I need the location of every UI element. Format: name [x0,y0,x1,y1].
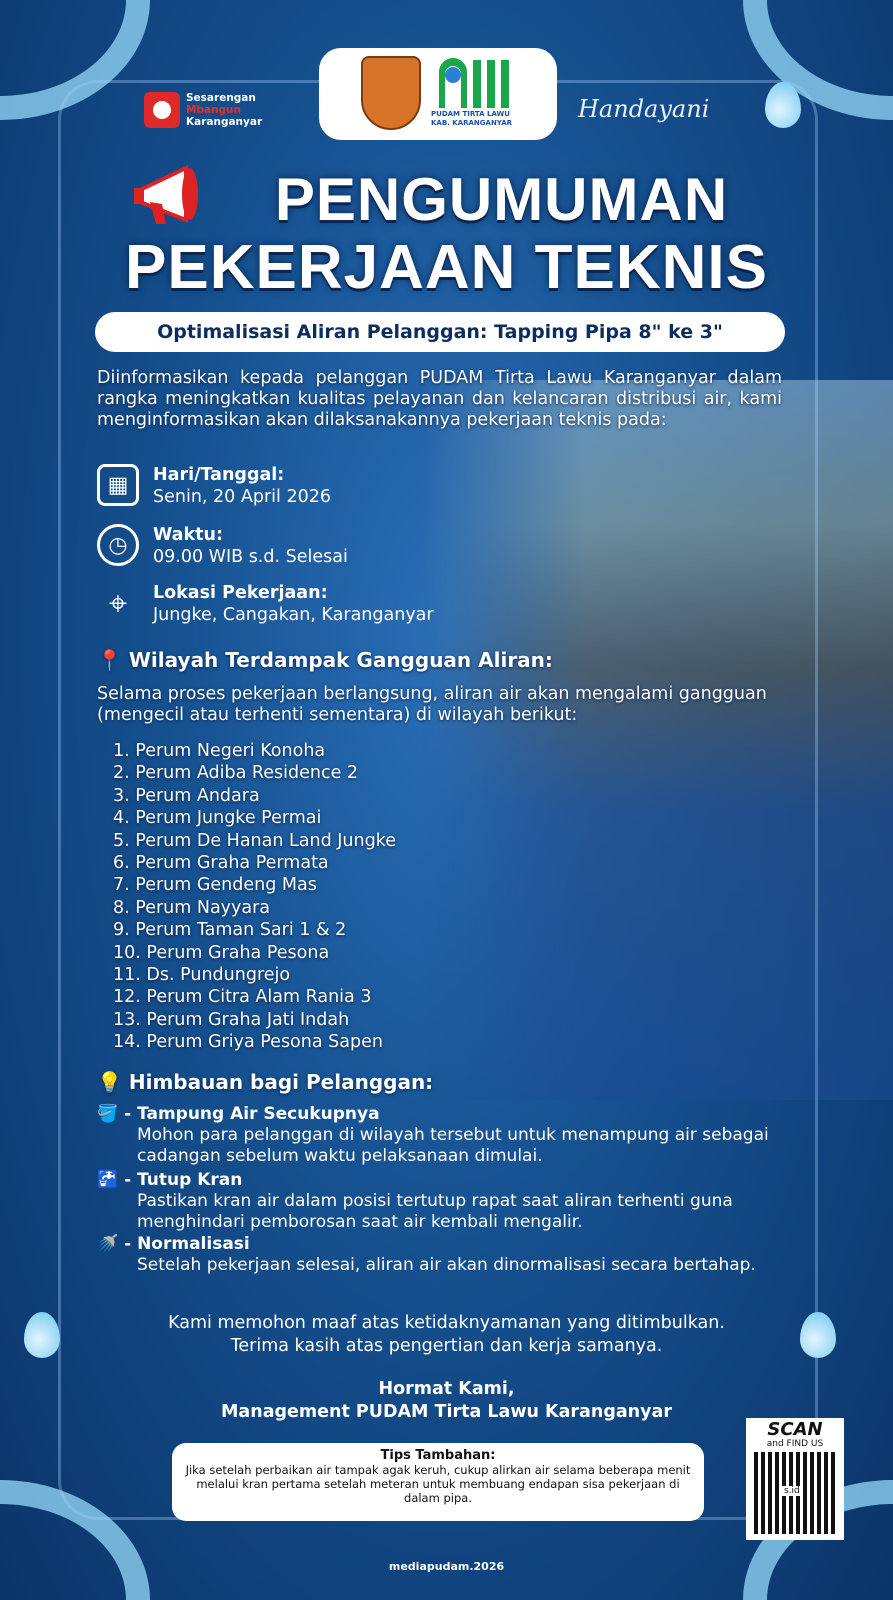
list-item: 5. Perum De Hanan Land Jungke [113,830,396,851]
pudam-logo-text: KAB. KARANGANYAR [431,119,513,127]
list-item: 4. Perum Jungke Permai [113,808,322,829]
list-item: 6. Perum Graha Permata [113,853,329,874]
water-drop-icon [765,82,801,128]
sign-off: Hormat Kami, [378,1379,515,1399]
signature-logo: Handayani [578,95,710,123]
affected-heading: Wilayah Terdampak Gangguan Aliran: [128,648,553,672]
bucket-icon: 🪣 [97,1104,119,1124]
qr-code-icon [754,1452,836,1534]
detail-value: 09.00 WIB s.d. Selesai [153,547,348,567]
water-flow-icon: 🚿 [97,1234,119,1254]
list-item: 12. Perum Citra Alam Rania 3 [113,987,372,1008]
sms-text: Sesarengan [186,92,256,104]
detail-date [97,464,331,508]
qr-scan-label: SCAN [767,1419,823,1440]
location-pin-icon: ⌖ [108,583,128,622]
advice-item [97,1104,787,1167]
sms-text: Mbangun [186,104,241,116]
pudam-logo-icon [435,58,511,108]
qr-code[interactable] [746,1418,844,1540]
advice-item [97,1170,787,1233]
pin-icon: 📍 [97,648,122,672]
faucet-icon: 🚰 [97,1170,119,1190]
list-item: 14. Perum Griya Pesona Sapen [113,1032,383,1053]
list-item: 1. Perum Negeri Konoha [113,741,326,761]
qr-find-label: and FIND US [766,1439,824,1449]
detail-location [97,582,434,626]
list-item: 13. Perum Graha Jati Indah [113,1009,350,1030]
closing-thanks: Terima kasih atas pengertian dan kerja samanya. [230,1336,663,1356]
detail-time [97,524,348,568]
advice-body: Setelah pekerjaan selesai, aliran air akan dinormalisasi secara bertahap. [137,1255,756,1275]
footer-credit: mediapudam.2026 [388,1560,505,1573]
clock-icon: ◷ [97,524,139,566]
advice-title: - Tampung Air Secukupnya [124,1104,380,1124]
list-item: 11. Ds. Pundungrejo [113,965,291,986]
intro-text: Diinformasikan kepada pelanggan PUDAM Tirta Lawu Karanganyar dalam rangka meningkatkan kualitas pelayanan dan kelancaran distribusi air, kami menginformasikan akan dilaksanakannya pekerjaan teknis pada: [97,368,782,430]
sms-logo [144,92,262,128]
detail-label: Waktu: [153,525,223,545]
subtitle-pill: Optimalisasi Aliran Pelanggan: Tapping Pipa 8" ke 3" [95,312,785,352]
tips-box [172,1443,704,1521]
affected-areas-list [113,740,396,1054]
advice-heading: Himbauan bagi Pelanggan: [128,1070,434,1094]
title-line-1: PENGUMUMAN [274,166,729,233]
title-line-2: PEKERJAAN TEKNIS [125,233,768,302]
detail-value: Jungke, Cangakan, Karanganyar [153,605,434,625]
qr-sid-label: s.id [784,1486,800,1496]
list-item: 10. Perum Graha Pesona [113,942,330,963]
sign-off-org: Management PUDAM Tirta Lawu Karanganyar [221,1402,672,1422]
list-item: 2. Perum Adiba Residence 2 [113,763,359,784]
pudam-logo-text: PUDAM TIRTA LAWU [431,110,510,118]
advice-item [97,1234,787,1276]
tips-title: Tips Tambahan: [380,1448,496,1463]
lightbulb-icon: 💡 [97,1070,122,1094]
advice-body: Mohon para pelanggan di wilayah tersebut untuk menampung air sebagai cadangan sebelum waktu pelaksanaan dimulai. [137,1125,769,1166]
list-item: 7. Perum Gendeng Mas [113,875,317,896]
advice-title: - Tutup Kran [124,1170,243,1190]
sms-logo-icon [144,92,180,128]
detail-label: Lokasi Pekerjaan: [153,583,328,603]
detail-value: Senin, 20 April 2026 [153,487,331,507]
affected-description: Selama proses pekerjaan berlangsung, aliran air akan mengalami gangguan (mengecil atau terhenti sementara) di wilayah berikut: [97,684,767,725]
list-item: 9. Perum Taman Sari 1 & 2 [113,920,347,941]
advice-body: Pastikan kran air dalam posisi tertutup rapat saat aliran terhenti guna menghindari pemborosan saat air kembali mengalir. [137,1191,733,1232]
list-item: 8. Perum Nayyara [113,897,271,918]
list-item: 3. Perum Andara [113,785,260,806]
calendar-icon: ▦ [97,464,139,506]
logo-box [319,48,557,140]
sms-text: Karanganyar [186,116,263,128]
advice-title: - Normalisasi [124,1234,250,1254]
tips-body: Jika setelah perbaikan air tampak agak keruh, cukup alirkan air selama beberapa menit melalui kran pertama setelah meteran untuk membuang endapan sisa pekerjaan di dalam pipa. [185,1463,691,1505]
karanganyar-emblem-icon [361,56,421,130]
closing-apology: Kami memohon maaf atas ketidaknyamanan yang ditimbulkan. [168,1313,725,1333]
detail-label: Hari/Tanggal: [153,465,285,485]
